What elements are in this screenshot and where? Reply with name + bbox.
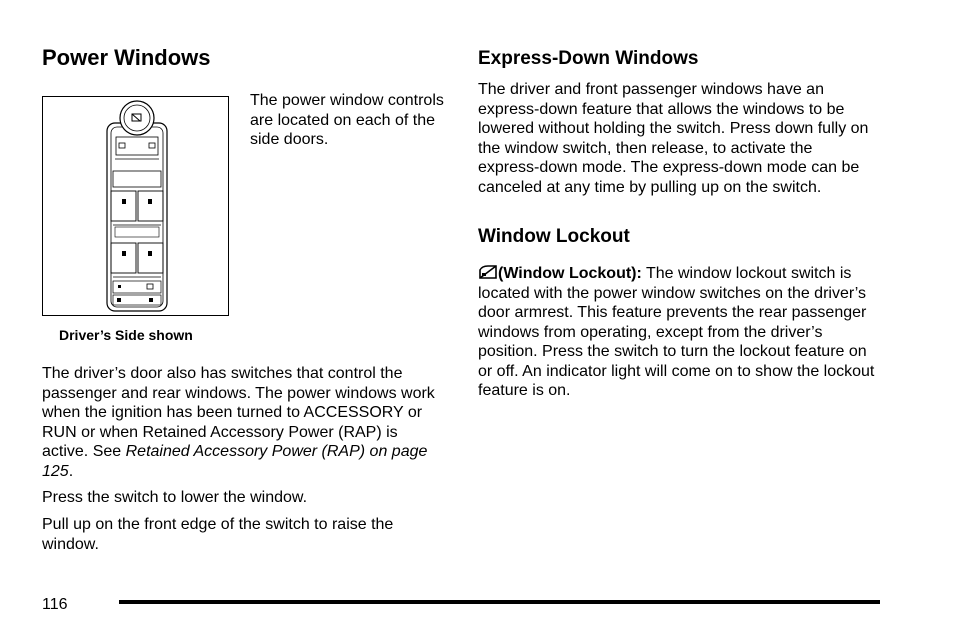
- window-lockout-description: The window lockout switch is located with the power window switches on the driver’s door armrest. This feature prevents the rear passenger windows from operating, except from the driver’s position. Press the switch to turn the lockout feature on or off. An indicator light will come on to show the lockout feature is on.: [478, 265, 875, 399]
- express-down-text: The driver and front passenger windows have an express-down feature that allows the windows to be lowered without holding the switch. Press down fully on the window switch, then release, to activate the express-down mode. The express-down mode can be canceled at any time by pulling up on the switch.: [478, 81, 869, 196]
- rap-reference-link[interactable]: Retained Accessory Power (RAP) on page 125: [42, 443, 428, 480]
- page-title: Power Windows: [42, 45, 211, 70]
- figure-caption: Driver’s Side shown: [59, 327, 193, 343]
- window-switch-figure: [42, 96, 229, 316]
- figure-intro-text: The power window controls are located on each of the side doors.: [250, 92, 444, 148]
- express-down-heading: Express-Down Windows: [478, 48, 699, 69]
- window-lockout-label: (Window Lockout):: [498, 265, 642, 282]
- left-paragraph-1: [42, 364, 447, 481]
- left-paragraph-3: Pull up on the front edge of the switch to raise the window.: [42, 516, 394, 553]
- window-switch-illustration: [43, 97, 228, 315]
- window-lockout-heading: Window Lockout: [478, 226, 630, 247]
- footer-rule: [119, 600, 880, 604]
- express-down-section: [478, 47, 888, 197]
- window-lockout-icon: [478, 264, 498, 280]
- window-lockout-section: [478, 225, 888, 401]
- left-paragraph-2: Press the switch to lower the window.: [42, 489, 308, 506]
- left-paragraph-1-end: .: [68, 462, 74, 480]
- left-paragraph-1-text: The driver’s door also has switches that control the passenger and rear windows. The power windows work when the ignition has been turned to ACCESSORY or RUN or when Retained Accessory Power (RAP) is active. See: [42, 365, 435, 460]
- window-lockout-text: [478, 264, 878, 401]
- page-number: 116: [42, 596, 68, 613]
